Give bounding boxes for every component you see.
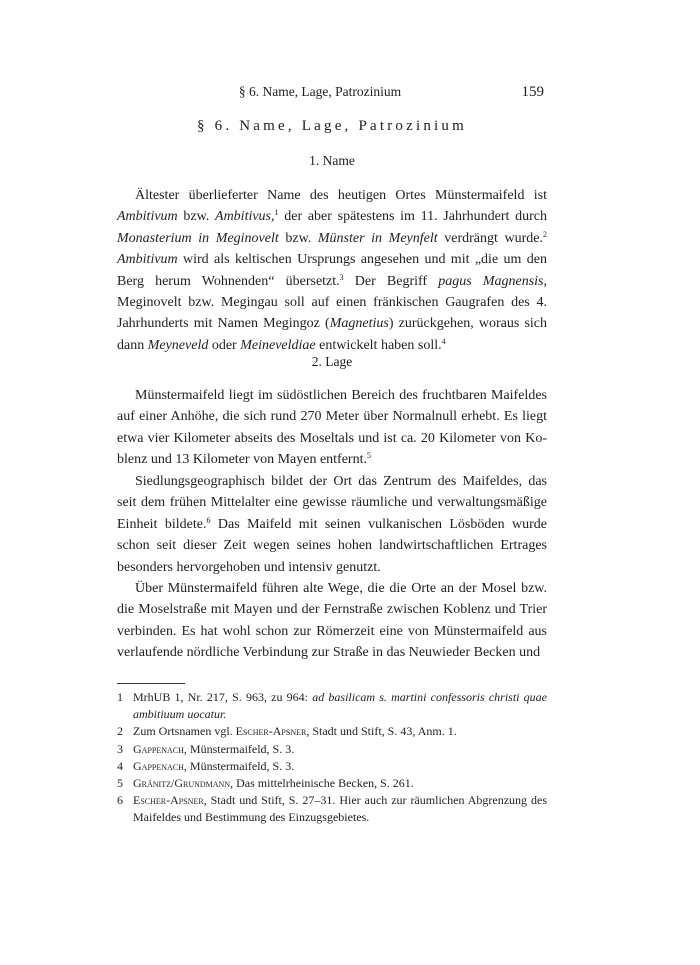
text-run: , Stadt und Stift, S. 27–31. Hier auch zur räumlichen Abgrenzung des Maifeldes und Bestimmung des Einzugsgebietes.	[133, 793, 547, 825]
subheading-name: 1. Name	[309, 153, 355, 168]
footnote-number: 6	[117, 793, 123, 808]
text-run: wird als keltischen Ursprungs angesehen und mit „die um den Berg herum Wohnenden“ übersetzt.	[117, 252, 547, 289]
text-run: Über Münstermaifeld führen alte Wege, die die Orte an der Mosel bzw. die Moselstraße mit Mayen und der Fernstraße zwischen Koblenz und Trier verbinden. Es hat wohl schon zur Römerzeit eine von Münstermaifeld aus verlaufende nördliche Verbindung zur Straße in das Neuwieder Becken und	[117, 581, 547, 661]
footnote-number: 2	[117, 724, 123, 739]
text-run: MrhUB 1, Nr. 217, S. 963, zu 964:	[133, 690, 313, 704]
italic-text: Magnetius	[329, 316, 389, 332]
text-run: , Das mittelrheinische Becken, S. 261.	[230, 776, 414, 791]
text-run: Münstermaifeld liegt im südöstlichen Bereich des fruchtbaren Maifeldes auf einer Anhöhe, die sich rund 270 Meter über Normalnull erhebt. Es liegt etwa vier Kilometer abseits des Moseltals und ist ca. 20 Kilometer von Koblenz und 13 Kilometer von Mayen entfernt.	[117, 388, 547, 468]
footnote-number: 5	[117, 776, 123, 791]
footnote-ref: 5	[366, 451, 371, 461]
text-run: bzw.	[177, 209, 216, 225]
footnote-number: 4	[117, 758, 123, 773]
subheading-lage: 2. Lage	[311, 354, 353, 369]
footnote-ref: 3	[339, 272, 344, 282]
author-name: Gappenach	[133, 758, 184, 773]
text-run: , Münstermaifeld, S. 3.	[183, 758, 295, 773]
running-head	[0, 84, 700, 104]
footnote-ref: 1	[274, 208, 279, 218]
text-run: , Meginovelt bzw. Megingau soll auf einen fränkischen Gaugrafen des 4. Jahrhunderts mit Namen Megingoz (	[117, 273, 547, 332]
text-run: der aber spätestens im 11. Jahrhundert durch	[278, 209, 547, 225]
paragraph	[117, 578, 547, 664]
italic-text: pagus Magnensis	[438, 273, 544, 289]
text-run: Das Maifeld mit seinen vulkanischen Lösböden wurde schon seit dieser Zeit wegen seines hohen landwirtschaftlichen Ertrages besonders hervorgehoben und intensiv genutzt.	[117, 516, 547, 575]
author-name: Gränitz/Grundmann	[133, 776, 231, 791]
italic-text: Meyneveld	[147, 337, 209, 353]
text-run: Zum Ortsnamen vgl.	[133, 724, 236, 739]
footnote-text	[133, 742, 294, 756]
footnote	[117, 775, 547, 792]
running-head-title: § 6. Name, Lage, Patrozinium	[238, 84, 402, 99]
text-run: ) zurückgehen, woraus sich dann	[117, 316, 548, 353]
paragraph	[117, 385, 547, 471]
italic-text: ad basilicam s. martini confessoris christi quae ambitiuum uocatur.	[133, 690, 548, 722]
footnote-text	[133, 690, 547, 721]
italic-text: Monasterium in Meginovelt	[117, 230, 279, 246]
footnotes	[117, 689, 547, 827]
section-title: § 6. Name, Lage, Patrozinium	[197, 118, 467, 134]
footnote-ref: 4	[441, 336, 446, 346]
footnote	[117, 741, 547, 758]
footnote-number: 3	[117, 741, 123, 756]
footnote-text	[133, 724, 457, 738]
footnote	[117, 723, 547, 740]
footnote-number: 1	[117, 690, 123, 704]
text-run: verdrängt wurde.	[437, 230, 543, 246]
page-number: 159	[521, 84, 544, 100]
italic-text: Ambitivum	[117, 209, 178, 225]
text-run: Siedlungsgeographisch bildet der Ort das Zentrum des Maifeldes, das seit dem frühen Mittelalter eine gewisse räumliche und verwaltungsmäßige Einheit bildete.	[117, 474, 547, 532]
italic-text: Ambitivum	[117, 252, 178, 268]
author-name: Gappenach	[133, 741, 184, 756]
text-run: , Münstermaifeld, S. 3.	[183, 741, 295, 756]
paragraph	[117, 471, 547, 578]
text-run: Der Begriff	[343, 273, 439, 289]
footnote-rule	[117, 683, 185, 684]
footnote-ref: 6	[206, 515, 211, 525]
author-name: Escher-Apsner	[133, 793, 204, 808]
text-run: oder	[208, 337, 241, 353]
footnote-text	[133, 776, 414, 790]
author-name: Escher-Apsner	[235, 724, 307, 739]
footnote	[117, 689, 547, 723]
italic-text: Meineveldiae	[240, 337, 316, 353]
text-run: entwickelt haben soll.	[315, 337, 442, 353]
footnote	[117, 758, 547, 775]
italic-text: Ambitivus,	[215, 209, 275, 225]
text-run: , Stadt und Stift, S. 43, Anm. 1.	[306, 724, 457, 739]
text-run: bzw.	[278, 230, 318, 246]
paragraph	[117, 185, 547, 356]
text-run: Ältester überlieferter Name des heutigen Ortes Münstermaifeld ist	[135, 188, 547, 203]
footnote-text	[133, 793, 547, 824]
footnote-ref: 2	[543, 229, 547, 239]
footnote	[117, 792, 547, 826]
footnote-text	[133, 759, 294, 773]
italic-text: Münster in Meynfelt	[317, 230, 438, 246]
